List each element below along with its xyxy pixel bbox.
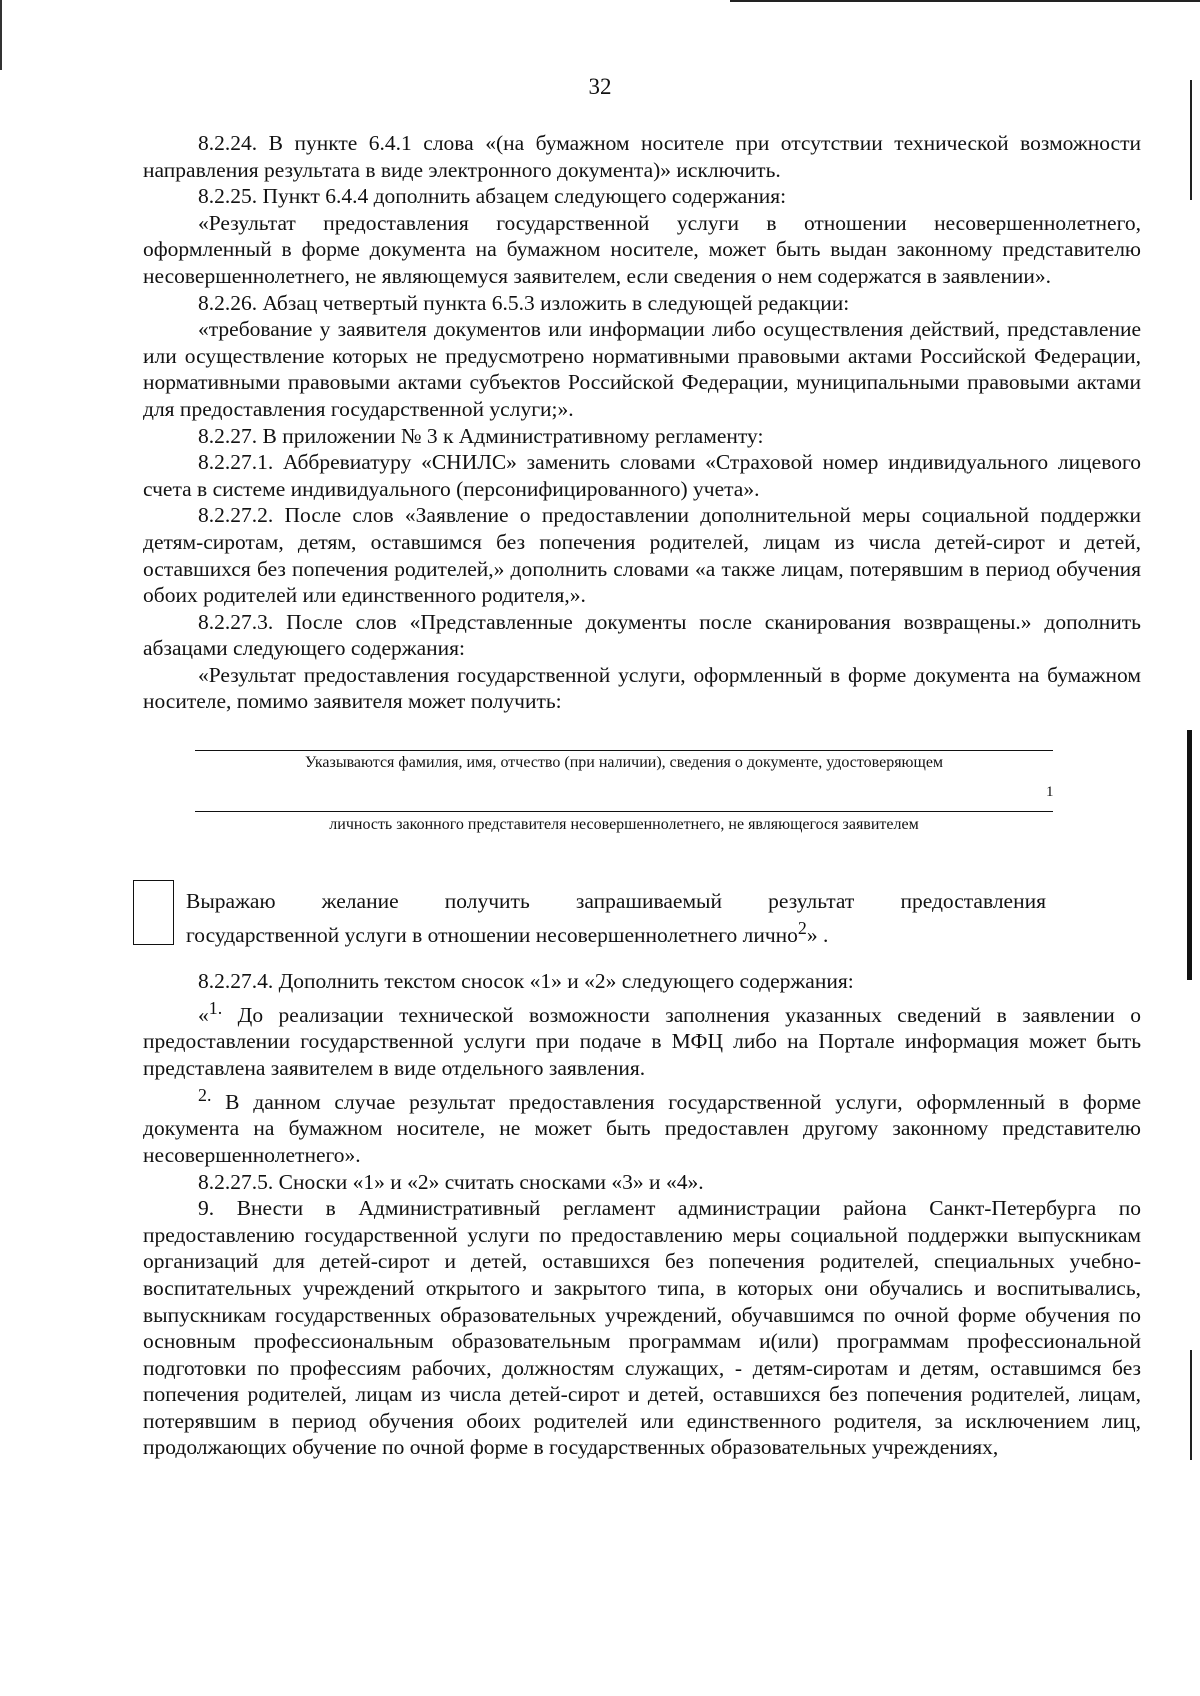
footnote-marker: 1 xyxy=(1046,784,1054,801)
footnote-text: В данном случае результат предоставления государственной услуги, оформленный в форме документа на бумажном носителе, не может быть предоставлен другому законному представителю несовершеннолетнего». xyxy=(143,1089,1141,1167)
scan-edge-right xyxy=(1190,1350,1192,1460)
checkbox-label-end: » . xyxy=(806,922,829,947)
paragraph: 8.2.27. В приложении № 3 к Административному регламенту: xyxy=(198,423,764,448)
scan-edge-right xyxy=(1187,730,1192,980)
footnote-sup: 2 xyxy=(797,917,807,938)
paragraph xyxy=(143,1082,1141,1169)
paragraph: 8.2.27.4. Дополнить текстом сносок «1» и «2» следующего содержания: xyxy=(198,969,854,994)
paragraph: «Результат предоставления государственной услуги в отношении несовершеннолетнего, оформленный в форме документа на бумажном носителе, может быть выдан законному представителю несовершеннолетнего, не являющемуся заявителем, если сведения о нем содержатся в заявлении». xyxy=(143,210,1141,288)
paragraph: 8.2.24. В пункте 6.4.1 слова «(на бумажном носителе при отсутствии технической возможности направления результата в виде электронного документа)» исключить. xyxy=(143,131,1141,182)
paragraph: 9. Внести в Административный регламент администрации района Санкт-Петербурга по предоставлению государственной услуги по предоставлению меры социальной поддержки выпускникам организаций для детей-сирот и детей, оставшихся без попечения родителей, специальных учебно-воспитательных учреждений открытого и закрытого типа, в которых они обучались и воспитывались, выпускникам государственных образовательных учреждений, обучавшимся по очной форме обучения по основным профессиональным образовательным программам и(или) программам профессиональной подготовки по профессиям рабочих, должностям служащих, - детям-сиротам и детям, оставшимся без попечения родителей, лицам из числа детей-сирот и детей, оставшихся без попечения родителей, лицам, потерявшим в период обучения обоих родителей или единственного родителя, за исключением лиц, продолжающих обучение по очной форме в государственных образовательных учреждениях, xyxy=(143,1196,1141,1460)
form-template xyxy=(143,715,1141,947)
form-caption: личность законного представителя несовершеннолетнего, не являющегося заявителем xyxy=(329,816,919,834)
quote-mark: « xyxy=(198,1002,209,1027)
footnote-sup: 2. xyxy=(198,1084,212,1105)
paragraph: 8.2.27.2. После слов «Заявление о предоставлении дополнительной меры социальной поддержки детям-сиротам, детям, оставшимся без попечения родителей, лицам из числа детей-сирот и детей, оставшихся без попечения родителей,» дополнить словами «а также лицам, потерявшим в период обучения обоих родителей или единственного родителя,». xyxy=(143,503,1141,608)
paragraph: «Результат предоставления государственной услуги, оформленный в форме документа на бумажном носителе, помимо заявителя может получить: xyxy=(143,662,1141,714)
checkbox-label-text: государственной услуги в отношении несовершеннолетнего лично xyxy=(186,922,798,947)
checkbox xyxy=(133,880,174,945)
form-caption: Указываются фамилия, имя, отчество (при наличии), сведения о документе, удостоверяющем xyxy=(304,754,944,772)
document-body xyxy=(143,130,1141,1461)
paragraph: 8.2.27.3. После слов «Представленные документы после сканирования возвращены.» дополнить абзацами следующего содержания: xyxy=(143,609,1141,661)
scan-edge-left xyxy=(0,0,2,70)
page-number: 32 xyxy=(588,74,612,99)
checkbox-label xyxy=(186,888,1046,948)
form-fill-line xyxy=(195,750,1053,751)
paragraph: 8.2.25. Пункт 6.4.4 дополнить абзацем следующего содержания: xyxy=(198,184,787,209)
paragraph xyxy=(143,995,1141,1082)
checkbox-label-line: Выражаю желание получить запрашиваемый результат предоставления xyxy=(186,889,1046,914)
footnote-text: До реализации технической возможности заполнения указанных сведений в заявлении о предоставлении государственной услуги при подаче в МФЦ либо на Портале информация может быть представлена заявителем в виде отдельного заявления. xyxy=(143,1002,1141,1080)
paragraph: 8.2.27.1. Аббревиатуру «СНИЛС» заменить словами «Страховой номер индивидуального лицевого счета в системе индивидуального (персонифицированного) учета». xyxy=(143,450,1141,501)
paragraph: «требование у заявителя документов или информации либо осуществления действий, представление или осуществление которых не предусмотрено нормативными правовыми актами Российской Федерации, нормативными правовыми актами субъектов Российской Федерации, муниципальными правовыми актами для предоставления государственной услуги;». xyxy=(143,317,1141,421)
form-fill-line xyxy=(195,811,1053,812)
paragraph: 8.2.27.5. Сноски «1» и «2» считать сносками «3» и «4». xyxy=(198,1169,704,1194)
scan-edge-top xyxy=(730,0,1200,2)
paragraph: 8.2.26. Абзац четвертый пункта 6.5.3 изложить в следующей редакции: xyxy=(198,290,850,315)
checkbox-label-line xyxy=(186,915,1046,949)
footnote-sup: 1. xyxy=(208,997,223,1018)
